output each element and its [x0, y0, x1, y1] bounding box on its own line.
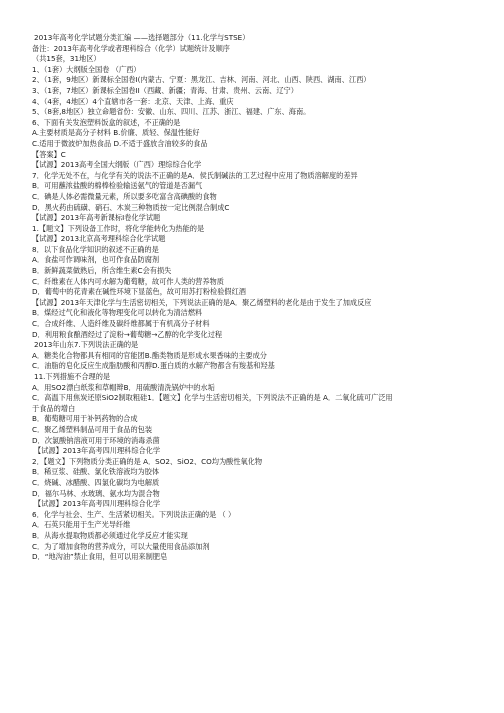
question-line: 1.【题文】下列设备工作时，将化学能转化为热能的是	[32, 223, 205, 233]
option-line: D．葡萄中的花青素在碱性环境下显蓝色，故可用苏打粉检验假红酒	[32, 287, 246, 297]
option-line: C．油脂的皂化反应生成脂肪酸和丙醇D.蛋白质的水解产物都含有羧基和羟基	[32, 361, 275, 371]
text-line: 3、（1套，7地区）新课标全国卷II（西藏、新疆；青海、甘肃、贵州、云南、辽宁）	[32, 85, 298, 95]
source-line: 【试源】2013年高考新课标Ⅰ卷化学试题	[32, 213, 161, 223]
question-line: 2．【题文】下列物质分类正确的是 A．SO2、SiO2、CO均为酸性氧化物	[32, 456, 263, 466]
option-line: D．“地沟油”禁止食用，但可以用来制肥皂	[32, 552, 168, 562]
text-line: 5、（8套,8地区）独立命题省份：安徽、山东、四川、江苏、浙江、福建、广东、海南。	[32, 107, 311, 117]
source-line: 【试源】2013高考全国大纲版（广西）理综综合化学	[32, 160, 202, 170]
option-line: C．烧碱、冰醋酸、四氯化碳均为电解质	[32, 477, 160, 487]
option-line: C．纤维素在人体内可水解为葡萄糖，故可作人类的营养物质	[32, 276, 224, 286]
source-line: 【试源】2013年天津化学与生活密切相关，下列说法正确的是A．聚乙烯塑料的老化是由于发生了加成反应	[32, 297, 372, 307]
text-line: 4、（4套，4地区）4个直辖市各一套：北京、天津、上海、重庆	[32, 96, 234, 106]
option-line: B．新鲜蔬菜做熟后，所含维生素C会有损失	[32, 266, 172, 276]
option-line: C.适用于微波炉加热食品 D.不适于盛放含油较多的食品	[32, 138, 208, 148]
option-line: D．利用粮食酿酒经过了淀粉→葡萄糖→乙醇的化学变化过程	[32, 329, 223, 339]
question-line: 11.下列措施不合理的是	[34, 372, 111, 381]
source-line: 【试源】2013年高考四川理科综合化学	[34, 499, 161, 509]
option-line: C．为了增加食物的营养成分，可以大量使用食品添加剂	[32, 541, 210, 551]
option-line: C．聚乙烯塑料制品可用于食品的包装	[32, 424, 153, 434]
source-line: 【试源】2013年高考四川理科综合化学	[34, 446, 161, 456]
option-line: D．黑火药由硫磺、硝石、木炭三种物质按一定比例混合制成C	[32, 202, 230, 212]
option-line: D．次氯酸钠溶液可用于环境的消毒杀菌	[32, 435, 160, 445]
option-line: B．煤经过气化和液化等物理变化可以转化为清洁燃料	[32, 308, 203, 318]
question-line: 6、下面有关发泡塑料饭盒的叙述，不正确的是	[32, 117, 181, 127]
option-line: C．高温下用焦炭还原SiO2制取粗硅1．【题文】化学与生活密切相关，下列说法不正确的是 A．二氧化硫可广泛用	[32, 393, 393, 403]
option-line: C．合成纤维、人造纤维及碳纤维都属于有机高分子材料	[32, 319, 210, 329]
option-line: A．石英只能用于生产光导纤维	[32, 520, 131, 530]
question-line: 6．化学与社会、生产、生活紧切相关。下列说法正确的是 （ ）	[32, 509, 236, 519]
option-line: B．稀豆浆、硅酸、氯化铁溶液均为胶体	[32, 467, 160, 477]
option-line: A．食盐可作调味剂，也可作食品防腐剂	[32, 255, 160, 265]
option-line: B．葡萄糖可用于补钙药物的合成	[32, 414, 138, 424]
text-line: 备注：2013年高考化学或者理科综合（化学）试题统计及顺序	[32, 43, 230, 53]
option-line: A.主要材质是高分子材料 B.价廉、质轻、保温性能好	[32, 128, 200, 138]
option-line: B．可用蘸浓盐酸的棉棒检验输送氨气的管道是否漏气	[32, 181, 203, 191]
source-line: 【试源】2013北京高考理科综合化学试题	[32, 234, 166, 244]
option-line: B．从海水提取物质都必须通过化学反应才能实现	[32, 530, 188, 540]
document-title: 2013年高考化学试题分类汇编 ——选择题部分（11.化学与STSE）	[34, 33, 250, 42]
text-line: （共15套，31地区）	[32, 54, 101, 64]
question-line: 8．以下食品化学知识的叙述不正确的是	[32, 244, 159, 254]
question-line: 2013年山东7.下列说法正确的是	[34, 340, 139, 350]
option-line: C．碘是人体必需微量元素，所以要多吃富含高碘酸的食物	[32, 191, 217, 201]
question-line: 7．化学无处不在，与化学有关的说法不正确的是A．侯氏制碱法的工艺过程中应用了物质溶解度的差异	[32, 170, 358, 180]
option-line: D．福尔马林、水玻璃、氨水均为混合物	[32, 488, 160, 498]
answer-line: 【答案】C	[32, 149, 66, 159]
text-line: 1、（1套）大纲版全国卷 （广西）	[32, 64, 141, 74]
option-line: 于食品的增白	[32, 403, 76, 413]
option-line: A．糖类化合物都具有相同的官能团B.酯类物质是形成水果香味的主要成分	[32, 350, 267, 360]
option-line: A．用SO2漂白纸浆和草帽辫B．用硫酸清洗锅炉中的水垢	[32, 382, 215, 392]
text-line: 2、（1套，9地区）新课标全国卷I(内蒙古、宁夏：黑龙江、吉林、河南、河北、山西、陕西、湖南、江西）	[32, 75, 371, 85]
